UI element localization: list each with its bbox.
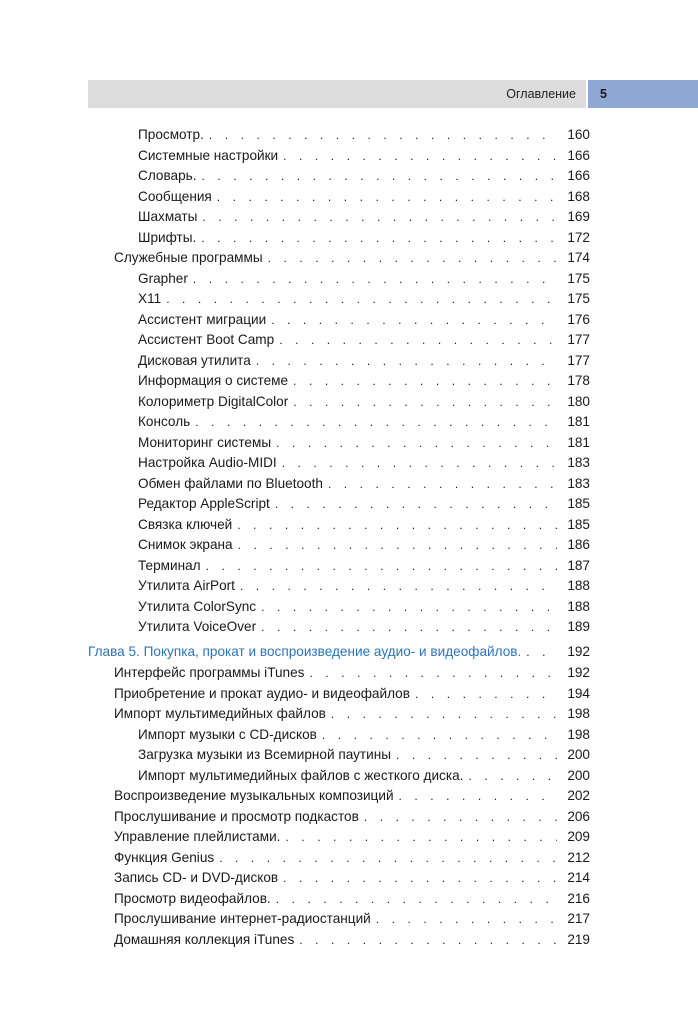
toc-entry-page: 175 — [567, 270, 590, 286]
dot-leader — [279, 330, 557, 350]
toc-entry[interactable] — [138, 433, 590, 453]
dot-leader — [283, 868, 557, 888]
toc-entry-title: Импорт мультимедийных файлов с жесткого диска. — [138, 767, 464, 783]
toc-entry-title: Информация о системе — [138, 373, 289, 388]
dot-leader — [526, 642, 557, 662]
dot-leader — [261, 597, 557, 617]
toc-chapter-title: Глава 5. Покупка, прокат и воспроизведение аудио- и видеофайлов. — [88, 644, 522, 659]
toc-entry-title: Ассистент Boot Camp — [138, 332, 275, 347]
dot-leader — [271, 310, 557, 330]
toc-entry-page: 214 — [567, 870, 590, 885]
toc-entry[interactable] — [138, 556, 590, 576]
toc-entry-page: 174 — [567, 250, 590, 265]
dot-leader — [206, 556, 557, 576]
toc-entry-page: 186 — [567, 537, 590, 552]
toc-entry-title: Словарь. — [138, 168, 197, 183]
toc-entry-title: Системные настройки — [138, 147, 279, 163]
toc-entry-title: Приобретение и прокат аудио- и видеофайлов — [114, 685, 410, 701]
toc-entry[interactable] — [138, 310, 590, 330]
toc-section[interactable] — [114, 684, 590, 704]
toc-entry-title: Просмотр видеофайлов. — [114, 890, 271, 906]
toc-entry-page: 181 — [567, 414, 590, 429]
toc-entry[interactable] — [138, 269, 590, 289]
toc-entry-title: Загрузка музыки из Всемирной паутины — [138, 747, 391, 762]
toc-entry-page: 185 — [567, 496, 590, 511]
running-header — [88, 80, 586, 108]
toc-entry[interactable] — [138, 412, 590, 432]
toc-entry[interactable] — [138, 535, 590, 555]
toc-entry-page: 175 — [567, 291, 590, 306]
toc-entry-page: 177 — [567, 332, 590, 347]
toc-entry-page: 177 — [567, 352, 590, 368]
toc-entry-title: Импорт мультимедийных файлов — [114, 706, 326, 721]
toc-entry-title: Воспроизведение музыкальных композиций — [114, 788, 394, 803]
toc-section[interactable] — [114, 786, 590, 806]
dot-leader — [202, 166, 557, 186]
toc-entry-title: Утилита AirPort — [138, 578, 235, 593]
toc-entry-page: 180 — [567, 393, 590, 409]
toc-entry-page: 160 — [567, 127, 590, 142]
toc-section[interactable] — [114, 889, 590, 909]
toc-entry-title: X11 — [138, 291, 162, 306]
toc-entry-page: 200 — [567, 747, 590, 762]
toc-entry-title: Утилита ColorSync — [138, 598, 257, 614]
toc-entry-page: 216 — [567, 890, 590, 906]
toc-entry-title: Утилита VoiceOver — [138, 619, 257, 634]
dot-leader — [376, 909, 557, 929]
toc-entry[interactable] — [138, 494, 590, 514]
page-number-badge — [588, 80, 698, 108]
toc-entry-title: Прослушивание и просмотр подкастов — [114, 808, 359, 824]
toc-entry[interactable] — [138, 166, 590, 186]
dot-leader — [195, 412, 557, 432]
toc-entry-title: Grapher — [138, 270, 188, 286]
toc-entry-page: 183 — [567, 475, 590, 491]
toc-entry-page: 183 — [567, 455, 590, 470]
toc-entry-page: 198 — [567, 726, 590, 742]
toc-entry-title: Функция Genius — [114, 849, 215, 865]
toc-entry-title: Домашняя коллекция iTunes — [114, 931, 295, 947]
dot-leader — [468, 766, 557, 786]
toc-entry-page: 176 — [567, 311, 590, 327]
toc-entry-title: Связка ключей — [138, 516, 233, 532]
dot-leader — [166, 289, 557, 309]
toc-entry-title: Шрифты. — [138, 229, 197, 245]
dot-leader — [238, 535, 557, 555]
toc-entry-page: 172 — [567, 229, 590, 245]
toc-entry-page: 192 — [567, 644, 590, 659]
toc-entry-page: 169 — [567, 209, 590, 224]
toc-entry-title: Служебные программы — [114, 250, 263, 265]
toc-entry[interactable] — [138, 392, 590, 412]
dot-leader — [364, 807, 557, 827]
toc-entry-title: Настройка Audio-MIDI — [138, 455, 277, 470]
toc-entry-page: 185 — [567, 516, 590, 532]
toc-entry[interactable] — [138, 576, 590, 596]
dot-leader — [331, 704, 557, 724]
toc-entry[interactable] — [138, 745, 590, 765]
toc-entry-page: 200 — [567, 767, 590, 783]
dot-leader — [217, 187, 557, 207]
toc-entry[interactable] — [138, 351, 590, 371]
toc-entry[interactable] — [138, 330, 590, 350]
toc-entry-title: Дисковая утилита — [138, 352, 251, 368]
dot-leader — [285, 827, 557, 847]
toc-entry-title: Импорт музыки с CD-дисков — [138, 726, 317, 742]
dot-leader — [268, 248, 557, 268]
toc-entry[interactable] — [138, 125, 590, 145]
toc-section[interactable] — [114, 704, 590, 724]
toc-entry-title: Ассистент миграции — [138, 311, 267, 327]
dot-leader — [328, 474, 557, 494]
dot-leader — [309, 663, 557, 683]
dot-leader — [299, 930, 557, 950]
toc-entry-title: Управление плейлистами. — [114, 829, 281, 844]
toc-entry[interactable] — [138, 146, 590, 166]
toc-section[interactable] — [114, 827, 590, 847]
toc-entry-title: Консоль — [138, 414, 191, 429]
dot-leader — [256, 351, 557, 371]
header-title: Оглавление — [506, 87, 576, 101]
toc-entry-page: 192 — [567, 665, 590, 680]
toc-section[interactable] — [114, 663, 590, 683]
toc-entry-title: Интерфейс программы iTunes — [114, 665, 305, 680]
dot-leader — [209, 125, 557, 145]
dot-leader — [293, 371, 557, 391]
toc-entry[interactable] — [138, 474, 590, 494]
toc-entry-title: Редактор AppleScript — [138, 496, 270, 511]
toc-section[interactable] — [114, 807, 590, 827]
toc-entry[interactable] — [138, 453, 590, 473]
toc-entry[interactable] — [138, 766, 590, 786]
toc-entry-page: 188 — [567, 598, 590, 614]
dot-leader — [283, 146, 557, 166]
toc-entry-page: 178 — [567, 373, 590, 388]
toc-entry[interactable] — [138, 187, 590, 207]
dot-leader — [282, 453, 557, 473]
toc-entry-page: 166 — [567, 147, 590, 163]
dot-leader — [261, 617, 557, 637]
toc-entry[interactable] — [138, 597, 590, 617]
page-number: 5 — [600, 87, 607, 101]
toc-entry-title: Мониторинг системы — [138, 434, 272, 450]
toc-entry[interactable] — [138, 371, 590, 391]
dot-leader — [276, 433, 557, 453]
toc-entry-title: Снимок экрана — [138, 537, 233, 552]
toc-entry-page: 189 — [567, 619, 590, 634]
toc-entry-title: Терминал — [138, 557, 201, 573]
toc-entry-title: Просмотр. — [138, 127, 204, 142]
dot-leader — [240, 576, 557, 596]
dot-leader — [396, 745, 557, 765]
toc-entry-title: Колориметр DigitalColor — [138, 393, 289, 409]
toc-chapter[interactable] — [88, 642, 590, 662]
dot-leader — [276, 889, 557, 909]
dot-leader — [415, 684, 557, 704]
toc-entry-page: 188 — [567, 578, 590, 593]
toc-entry[interactable] — [138, 617, 590, 637]
toc-entry-page: 198 — [567, 706, 590, 721]
dot-leader — [322, 725, 557, 745]
toc-entry-page: 194 — [567, 685, 590, 701]
dot-leader — [275, 494, 557, 514]
toc-entry-page: 166 — [567, 168, 590, 183]
toc-entry[interactable] — [138, 289, 590, 309]
dot-leader — [293, 392, 557, 412]
toc-entry-page: 181 — [567, 434, 590, 450]
toc-entry-title: Сообщения — [138, 188, 212, 204]
toc-entry[interactable] — [138, 515, 590, 535]
toc-section[interactable] — [114, 868, 590, 888]
toc-entry-page: 187 — [567, 557, 590, 573]
toc-entry-title: Прослушивание интернет-радиостанций — [114, 911, 371, 926]
toc-entry-page: 206 — [567, 808, 590, 824]
toc-entry-title: Обмен файлами по Bluetooth — [138, 475, 323, 491]
toc-entry-title: Запись CD- и DVD-дисков — [114, 870, 279, 885]
dot-leader — [237, 515, 557, 535]
toc-entry[interactable] — [138, 228, 590, 248]
toc-section[interactable] — [114, 848, 590, 868]
toc-entry[interactable] — [138, 725, 590, 745]
toc-entry-page: 209 — [567, 829, 590, 844]
toc-entry[interactable] — [138, 207, 590, 227]
toc-entry-page: 212 — [567, 849, 590, 865]
toc-entry-title: Шахматы — [138, 209, 198, 224]
toc-section[interactable] — [114, 909, 590, 929]
toc-entry-page: 217 — [567, 911, 590, 926]
toc-entry-page: 168 — [567, 188, 590, 204]
toc-entry-page: 202 — [567, 788, 590, 803]
dot-leader — [201, 228, 557, 248]
dot-leader — [193, 269, 557, 289]
dot-leader — [202, 207, 557, 227]
toc-entry-page: 219 — [567, 931, 590, 947]
dot-leader — [219, 848, 557, 868]
toc-section[interactable] — [114, 248, 590, 268]
dot-leader — [399, 786, 557, 806]
toc-section[interactable] — [114, 930, 590, 950]
